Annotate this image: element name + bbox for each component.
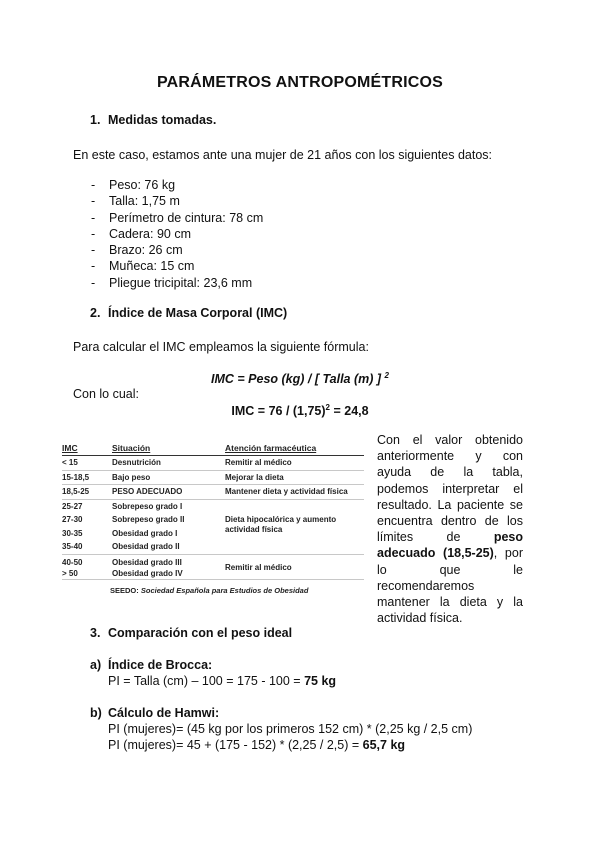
table-row (62, 471, 364, 486)
brocca-label: a) (90, 658, 102, 672)
section3-heading (90, 626, 292, 640)
brocca-heading (90, 658, 212, 672)
with-which-label: Con lo cual: (73, 387, 140, 401)
header-attention: Atención farmacéutica (225, 443, 317, 453)
table-source (110, 586, 308, 595)
situation: Desnutrición (112, 458, 161, 467)
section3-title: Comparación con el peso ideal (108, 626, 293, 640)
section1-intro: En este caso, estamos ante una mujer de 21 años con los siguientes datos: (73, 148, 493, 162)
list-item: - Pliegue tricipital: 23,6 mm (73, 275, 263, 291)
section3-number: 3. (90, 626, 101, 640)
result-exponent: 2 (325, 403, 330, 412)
attention: Mantener dieta y actividad física (225, 487, 348, 496)
interpretation-bold: peso adecuado (18,5-25) (377, 530, 523, 561)
hamwi-line2: PI (mujeres)= 45 + (175 - 152) * (2,25 / 2,5) = (108, 738, 363, 752)
situation: Obesidad grado IV (112, 568, 183, 578)
list-item: - Talla: 1,75 m (73, 193, 263, 209)
result-pre: IMC = 76 / (1,75) (231, 404, 326, 418)
imc-range: 40-50 (62, 557, 83, 567)
source-text: Sociedad Española para Estudios de Obesidad (140, 586, 309, 595)
situation: Sobrepeso grado I (112, 501, 183, 511)
situation: Obesidad grado II (112, 542, 180, 551)
formula-text: IMC = Peso (kg) / [ Talla (m) ] (211, 372, 382, 386)
hamwi-formula (108, 738, 405, 752)
list-item: - Cadera: 90 cm (73, 226, 263, 242)
list-item: - Brazo: 26 cm (73, 242, 263, 258)
brocca-formula (108, 674, 336, 688)
imc-range: 35-40 (62, 542, 83, 551)
table-row (62, 485, 364, 500)
header-situation: Situación (112, 443, 151, 453)
situation: PESO ADECUADO (112, 487, 183, 496)
attention-hypocaloric (225, 515, 365, 535)
section2-heading (90, 306, 287, 320)
measurements-list (73, 177, 263, 291)
section1-title: Medidas tomadas. (108, 113, 217, 127)
interpretation-paragraph (377, 432, 523, 626)
header-imc: IMC (62, 443, 78, 453)
table-row (62, 540, 364, 555)
situation: Sobrepeso grado II (112, 515, 185, 524)
table-group-overweight (62, 500, 364, 555)
section2-number: 2. (90, 306, 101, 320)
situation: Obesidad grado I (112, 528, 178, 538)
section1-heading (90, 113, 216, 127)
hamwi-result: 65,7 kg (362, 738, 406, 752)
list-item: - Perímetro de cintura: 78 cm (73, 210, 263, 226)
imc-table (62, 441, 364, 580)
imc-range: > 50 (62, 568, 78, 578)
result-post: = 24,8 (330, 404, 369, 418)
section2-title: Índice de Masa Corporal (IMC) (108, 306, 288, 320)
attention: Mejorar la dieta (225, 472, 284, 482)
hamwi-heading (90, 706, 219, 720)
hamwi-label: b) (90, 706, 102, 720)
attention: Remitir al médico (225, 562, 292, 572)
interpretation-post: , por lo que le recomendaremos mantener la dieta y la actividad física. (377, 546, 523, 626)
interpretation-pre: Con el valor obtenido anteriormente y con ayuda de la tabla, podemos interpretar el resultado. La paciente se encuentra dentro de los límites de (377, 433, 523, 545)
imc-range: 25-27 (62, 501, 83, 511)
attention-line: actividad física (225, 524, 283, 534)
attention: Remitir al médico (225, 458, 292, 467)
situation: Obesidad grado III (112, 557, 182, 567)
imc-range: 18,5-25 (62, 487, 90, 496)
hamwi-line1: PI (mujeres)= (45 kg por los primeros 152 cm) * (2,25 kg / 2,5 cm) (108, 722, 473, 736)
hamwi-title: Cálculo de Hamwi: (108, 706, 220, 720)
imc-result (0, 403, 600, 418)
imc-range: 15-18,5 (62, 472, 90, 482)
table-row (62, 456, 364, 471)
imc-range: 27-30 (62, 515, 83, 524)
attention-line: Dieta hipocalórica y aumento (225, 514, 337, 524)
imc-range: 30-35 (62, 528, 83, 538)
table-group-obesity (62, 557, 364, 580)
table-row (62, 500, 364, 514)
section2-intro: Para calcular el IMC empleamos la siguiente fórmula: (73, 340, 369, 354)
brocca-title: Índice de Brocca: (108, 658, 213, 672)
page-title: PARÁMETROS ANTROPOMÉTRICOS (156, 74, 444, 91)
situation: Bajo peso (112, 472, 151, 482)
list-item: - Muñeca: 15 cm (73, 258, 263, 274)
source-label: SEEDO: (110, 586, 139, 595)
formula-exponent: 2 (384, 371, 389, 380)
table-header (62, 441, 364, 456)
section1-number: 1. (90, 113, 101, 127)
brocca-line: PI = Talla (cm) – 100 = 175 - 100 = (108, 674, 305, 688)
list-item: - Peso: 76 kg (73, 177, 263, 193)
imc-formula (0, 371, 600, 386)
imc-range: < 15 (62, 458, 78, 467)
brocca-result: 75 kg (304, 674, 337, 688)
